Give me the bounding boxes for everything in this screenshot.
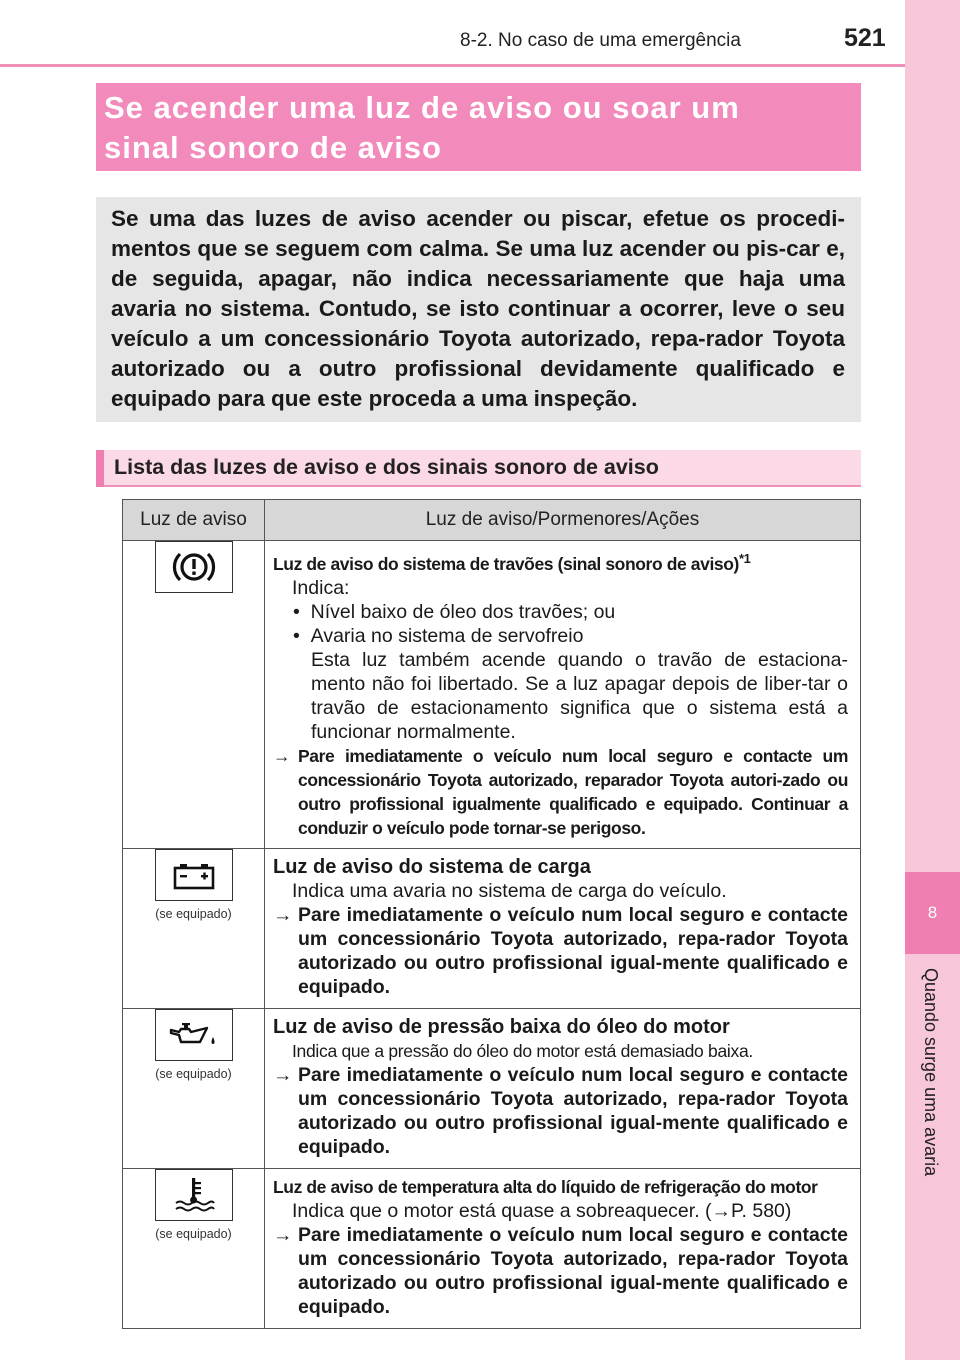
description-cell bbox=[265, 1008, 861, 1168]
page-title-line1: Se acender uma luz de aviso ou soar um bbox=[104, 90, 740, 125]
warning-action: → Pare imediatamente o veículo num local seguro e contacte um concessionário Toyota autorizado, repa-rador Toyota autorizado ou outro profissional igual-mente qualificado e equipado. bbox=[273, 903, 848, 998]
battery-icon bbox=[155, 849, 233, 901]
chapter-number: 8 bbox=[927, 903, 938, 922]
table-row bbox=[123, 848, 861, 1008]
coolant-temperature-icon bbox=[155, 1169, 233, 1221]
table-row bbox=[123, 1008, 861, 1168]
icon-cell bbox=[123, 541, 265, 849]
warning-description: Indica uma avaria no sistema de carga do veículo. bbox=[292, 879, 727, 902]
intro-text: Se uma das luzes de aviso acender ou piscar, efetue os procedi-mentos que se seguem com calma. Se uma luz acender ou pis-car e, de seguida, apagar, não indica necessariamente que haja uma avaria no sistema. Contudo, se isto continuar a ocorrer, leve o seu veículo a um concessionário Toyota autorizado, repa-rador Toyota autorizado ou a outro profissional devidamente qualificado e equipado para que este proceda a uma inspeção. bbox=[111, 206, 845, 411]
subheading-marker bbox=[96, 450, 104, 487]
page-title bbox=[104, 88, 854, 168]
equipped-note: (se equipado) bbox=[155, 1226, 232, 1241]
table-header-row bbox=[123, 500, 861, 541]
column-header-light: Luz de aviso bbox=[123, 500, 265, 541]
warning-title: Luz de aviso do sistema de carga bbox=[273, 855, 591, 878]
equipped-note: (se equipado) bbox=[155, 1066, 232, 1081]
brake-warning-icon bbox=[155, 541, 233, 593]
equipped-note: (se equipado) bbox=[155, 906, 232, 921]
chapter-tab bbox=[905, 872, 960, 954]
icon-cell bbox=[123, 848, 265, 1008]
warning-title: Luz de aviso de pressão baixa do óleo do motor bbox=[273, 1015, 730, 1038]
list-item: • Avaria no sistema de servofreio bbox=[293, 624, 584, 647]
warning-title: Luz de aviso de temperatura alta do líquido de refrigeração do motor bbox=[273, 1176, 818, 1197]
icon-cell bbox=[123, 1008, 265, 1168]
warning-action: → Pare imediatamente o veículo num local seguro e contacte um concessionário Toyota autorizado, repa-rador Toyota autorizado ou outro profissional igual-mente qualificado e equipado. bbox=[273, 1223, 848, 1318]
icon-cell bbox=[123, 1168, 265, 1328]
description-cell bbox=[265, 848, 861, 1008]
subheading: Lista das luzes de aviso e dos sinais sonoro de aviso bbox=[114, 455, 659, 479]
column-header-details: Luz de aviso/Pormenores/Ações bbox=[265, 500, 861, 541]
header-rule bbox=[0, 64, 905, 67]
indicates-label: Indica: bbox=[292, 576, 350, 599]
table-row bbox=[123, 1168, 861, 1328]
page-number: 521 bbox=[844, 24, 886, 52]
header-section-title: 8-2. No caso de uma emergência bbox=[460, 30, 741, 51]
warning-title: Luz de aviso do sistema de travões (sinal sonoro de aviso)$^{*1}$ bbox=[273, 551, 751, 574]
arrow-icon: → bbox=[273, 745, 291, 766]
list-item: • Nível baixo de óleo dos travões; ou bbox=[293, 600, 616, 623]
warning-description: Indica que o motor está quase a sobreaquecer. (→P. 580) bbox=[292, 1199, 792, 1222]
arrow-icon: → bbox=[273, 1063, 293, 1086]
warning-extra: Esta luz também acende quando o travão de estaciona-mento não foi libertado. Se a luz apagar depois de liber-tar o travão de estacionamento significa que o sistema está a funcionar normalmente. bbox=[311, 648, 848, 743]
oil-pressure-icon bbox=[155, 1009, 233, 1061]
page-title-line2: sinal sonoro de aviso bbox=[104, 130, 442, 165]
warning-action: → Pare imediatamente o veículo num local seguro e contacte um concessionário Toyota autorizado, repa-rador Toyota autorizado ou outro profissional igual-mente qualificado e equipado. bbox=[273, 1063, 848, 1158]
description-cell bbox=[265, 1168, 861, 1328]
warning-description: Indica que a pressão do óleo do motor está demasiado baixa. bbox=[292, 1040, 753, 1061]
arrow-icon: → bbox=[273, 1223, 293, 1246]
arrow-icon: → bbox=[273, 903, 293, 926]
table-row bbox=[123, 541, 861, 849]
description-cell bbox=[265, 541, 861, 849]
chapter-title: Quando surge uma avaria bbox=[921, 968, 941, 1177]
warning-lights-table bbox=[122, 499, 861, 1329]
warning-action: → Pare imediatamente o veículo num local seguro e contacte um concessionário Toyota autorizado, reparador Toyota autori-zado ou outro profissional igualmente qualificado e equipado. Continuar a conduzir o veículo pode tornar-se perigoso. bbox=[273, 745, 848, 838]
